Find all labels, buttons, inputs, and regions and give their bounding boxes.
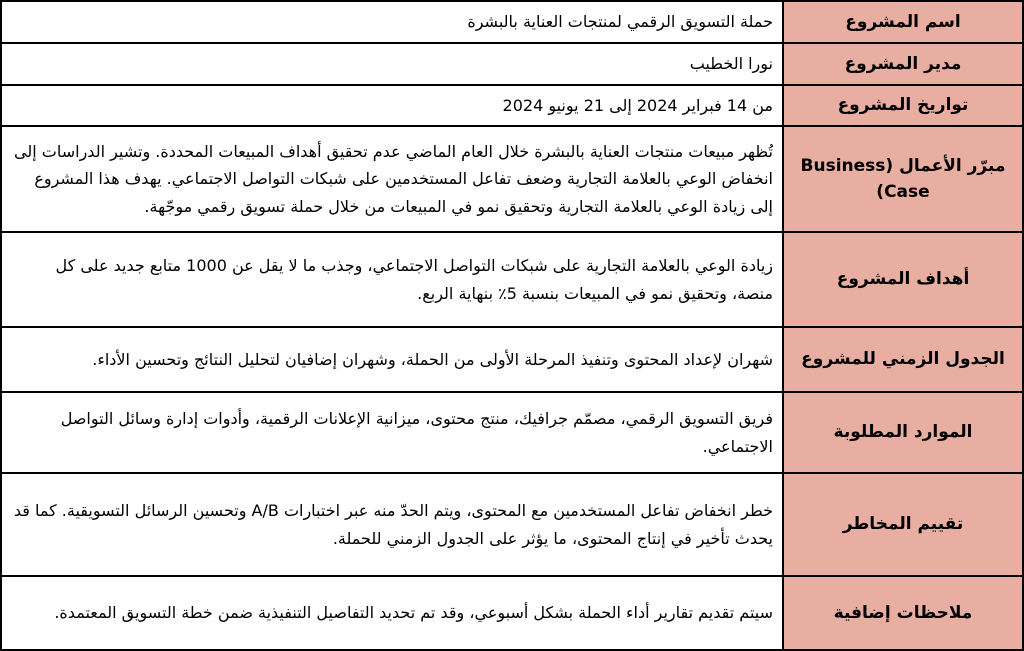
row-header-project-name: اسم المشروع <box>782 2 1022 42</box>
project-goals-text: زيادة الوعي بالعلامة التجارية على شبكات التواصل الاجتماعي، وجذب ما لا يقل عن 1000 متابع جديد على كل منصة، وتحقيق نمو في المبيعات بنسبة 5‏٪ بنهاية الربع. <box>55 256 773 303</box>
additional-notes-text: سيتم تقديم تقارير أداء الحملة بشكل أسبوعي، وقد تم تحديد التفاصيل التنفيذية ضمن خطة التسويق المعتمدة. <box>54 603 773 623</box>
row-header-project-manager: مدير المشروع <box>782 44 1022 84</box>
table-row-required-resources <box>2 393 1022 474</box>
required-resources-text: فريق التسويق الرقمي، مصمّم جرافيك، منتج محتوى، ميزانية الإعلانات الرقمية، وأدوات إدارة وسائل التواصل الاجتماعي. <box>60 409 773 456</box>
table-row-project-manager <box>2 44 1022 86</box>
row-content-project-timeline <box>2 328 782 391</box>
table-row-project-name <box>2 2 1022 44</box>
row-content-project-dates <box>2 86 782 125</box>
project-manager-text: نورا الخطيب <box>689 54 773 74</box>
table-row-business-case <box>2 127 1022 233</box>
row-header-risk-assessment: تقييم المخاطر <box>782 474 1022 575</box>
row-header-additional-notes: ملاحظات إضافية <box>782 577 1022 649</box>
table-row-additional-notes <box>2 577 1022 649</box>
project-timeline-text: شهران لإعداد المحتوى وتنفيذ المرحلة الأولى من الحملة، وشهران إضافيان لتحليل النتائج وتحسين الأداء. <box>92 349 773 369</box>
table-row-project-goals <box>2 233 1022 328</box>
row-content-business-case <box>2 127 782 231</box>
table-row-project-timeline <box>2 328 1022 393</box>
business-case-text: تُظهر مبيعات منتجات العناية بالبشرة خلال العام الماضي عدم تحقيق أهداف المبيعات المحددة. وتشير الدراسات إلى انخفاض الوعي بالعلامة التجارية وضعف تفاعل المستخدمين على شبكات التواصل الاجتماعي. يهدف هذا المشروع إلى زيادة الوعي بالعلامة التجارية وتحقيق نمو في المبيعات من خلال حملة تسويق رقمي موجّهة. <box>14 142 773 216</box>
project-name-text: حملة التسويق الرقمي لمنتجات العناية بالبشرة <box>467 12 773 32</box>
table-row-project-dates <box>2 86 1022 127</box>
table-row-risk-assessment <box>2 474 1022 577</box>
risk-assessment-text: خطر انخفاض تفاعل المستخدمين مع المحتوى، ويتم الحدّ منه عبر اختبارات A/B وتحسين الرسائل التسويقية. كما قد يحدث تأخير في إنتاج المحتوى، ما يؤثر على الجدول الزمني للحملة. <box>13 501 773 548</box>
row-content-project-manager <box>2 44 782 84</box>
row-header-project-dates: تواريخ المشروع <box>782 86 1022 125</box>
row-header-business-case: مبرّر الأعمال (Business Case) <box>782 127 1022 231</box>
project-dates-text: من 14 فبراير 2024 إلى 21 يونيو 2024 <box>502 95 773 115</box>
row-content-risk-assessment <box>2 474 782 575</box>
row-content-project-goals <box>2 233 782 326</box>
row-content-additional-notes <box>2 577 782 649</box>
row-header-required-resources: الموارد المطلوبة <box>782 393 1022 472</box>
row-content-required-resources <box>2 393 782 472</box>
row-content-project-name <box>2 2 782 42</box>
row-header-project-goals: أهداف المشروع <box>782 233 1022 326</box>
row-header-project-timeline: الجدول الزمني للمشروع <box>782 328 1022 391</box>
